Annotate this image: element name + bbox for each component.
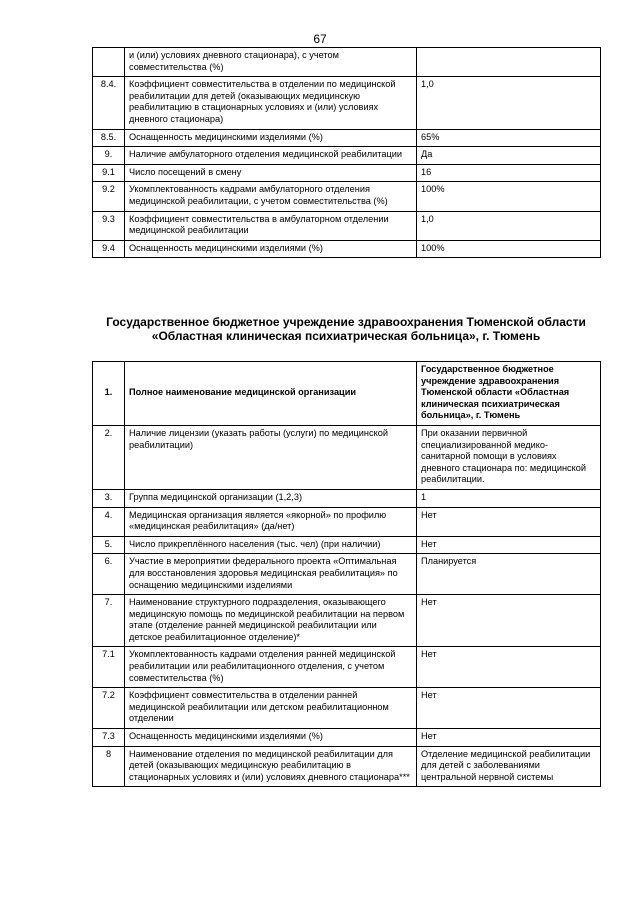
table-row [93, 688, 601, 729]
row-number: 9.4 [93, 240, 125, 258]
continuation-table [92, 47, 601, 258]
table-row [93, 729, 601, 747]
row-label: Коэффициент совместительства в отделении ранней медицинской реабилитации или детском реабилитационном отделении [125, 688, 417, 729]
row-number: 9.2 [93, 182, 125, 211]
row-value: 1,0 [417, 211, 601, 240]
row-label: Участие в мероприятии федерального проекта «Оптимальная для восстановления здоровья медицинская реабилитация» по оснащению медицинскими изделиями [125, 554, 417, 595]
table-row [93, 489, 601, 507]
table-row [93, 77, 601, 129]
table-row [93, 746, 601, 787]
row-value: Нет [417, 688, 601, 729]
row-label: Наименование структурного подразделения, оказывающего медицинскую помощь по медицинской реабилитации на первом этапе (отделение ранней медицинской реабилитации или детское реабилитационное отделение)* [125, 595, 417, 647]
row-number: 8.5. [93, 129, 125, 147]
row-number: 9.3 [93, 211, 125, 240]
header-label: Полное наименование медицинской организации [125, 362, 417, 426]
row-value: Планируется [417, 554, 601, 595]
row-number: 9. [93, 147, 125, 165]
table-row [93, 507, 601, 536]
row-label: Группа медицинской организации (1,2,3) [125, 489, 417, 507]
row-number: 5. [93, 536, 125, 554]
table-row [93, 425, 601, 489]
header-number: 1. [93, 362, 125, 426]
row-label: Укомплектованность кадрами амбулаторного отделения медицинской реабилитации, с учетом совместительства (%) [125, 182, 417, 211]
table-row [93, 129, 601, 147]
table-row [93, 164, 601, 182]
row-number: 3. [93, 489, 125, 507]
row-number: 7.3 [93, 729, 125, 747]
row-label: Медицинская организация является «якорной» по профилю «медицинская реабилитация» (да/нет) [125, 507, 417, 536]
header-value: Государственное бюджетное учреждение здравоохранения Тюменской области «Областная клиническая психиатрическая больница», г. Тюмень [417, 362, 601, 426]
row-label: и (или) условиях дневного стационара), с учетом совместительства (%) [125, 48, 417, 77]
row-value: Да [417, 147, 601, 165]
row-value: 16 [417, 164, 601, 182]
row-value: 65% [417, 129, 601, 147]
row-value: Отделение медицинской реабилитации для детей с заболеваниями центральной нервной системы [417, 746, 601, 787]
row-value: При оказании первичной специализированной медико-санитарной помощи в условиях дневного стационара по: медицинской реабилитации. [417, 425, 601, 489]
row-label: Наличие амбулаторного отделения медицинской реабилитации [125, 147, 417, 165]
row-number: 8.4. [93, 77, 125, 129]
table-row [93, 240, 601, 258]
row-number: 7.2 [93, 688, 125, 729]
row-number: 6. [93, 554, 125, 595]
row-label: Число посещений в смену [125, 164, 417, 182]
row-value: 100% [417, 240, 601, 258]
row-number: 7. [93, 595, 125, 647]
row-label: Наличие лицензии (указать работы (услуги) по медицинской реабилитации) [125, 425, 417, 489]
row-label: Оснащенность медицинскими изделиями (%) [125, 129, 417, 147]
row-label: Оснащенность медицинскими изделиями (%) [125, 240, 417, 258]
row-number: 2. [93, 425, 125, 489]
table-header-row [93, 362, 601, 426]
row-label: Наименование отделения по медицинской реабилитации для детей (оказывающих медицинскую реабилитацию в стационарных условиях и (или) условиях дневного стационара*** [125, 746, 417, 787]
section-heading: Государственное бюджетное учреждение здравоохранения Тюменской области «Областная клиническая психиатрическая больница», г. Тюмень [106, 315, 586, 343]
row-value: 100% [417, 182, 601, 211]
row-value: Нет [417, 729, 601, 747]
table-row [93, 147, 601, 165]
row-value: Нет [417, 536, 601, 554]
row-label: Коэффициент совместительства в амбулаторном отделении медицинской реабилитации [125, 211, 417, 240]
row-value: 1 [417, 489, 601, 507]
row-number: 9.1 [93, 164, 125, 182]
row-number: 8 [93, 746, 125, 787]
row-label: Коэффициент совместительства в отделении по медицинской реабилитации для детей (оказывающих медицинскую реабилитацию в стационарных условиях и (или) условиях дневного стационара) [125, 77, 417, 129]
table-row [93, 647, 601, 688]
table-row [93, 536, 601, 554]
row-label: Укомплектованность кадрами отделения ранней медицинской реабилитации или реабилитационного отделения, с учетом совместительства (%) [125, 647, 417, 688]
table-row [93, 595, 601, 647]
row-number: 4. [93, 507, 125, 536]
row-value: Нет [417, 647, 601, 688]
row-label: Оснащенность медицинскими изделиями (%) [125, 729, 417, 747]
row-value: Нет [417, 507, 601, 536]
organization-table [92, 361, 601, 787]
table-row [93, 554, 601, 595]
row-value [417, 48, 601, 77]
row-number: 7.1 [93, 647, 125, 688]
table-row [93, 48, 601, 77]
row-number [93, 48, 125, 77]
row-value: Нет [417, 595, 601, 647]
page-number: 67 [313, 32, 327, 46]
table-row [93, 211, 601, 240]
row-label: Число прикреплённого населения (тыс. чел) (при наличии) [125, 536, 417, 554]
table-row [93, 182, 601, 211]
row-value: 1,0 [417, 77, 601, 129]
